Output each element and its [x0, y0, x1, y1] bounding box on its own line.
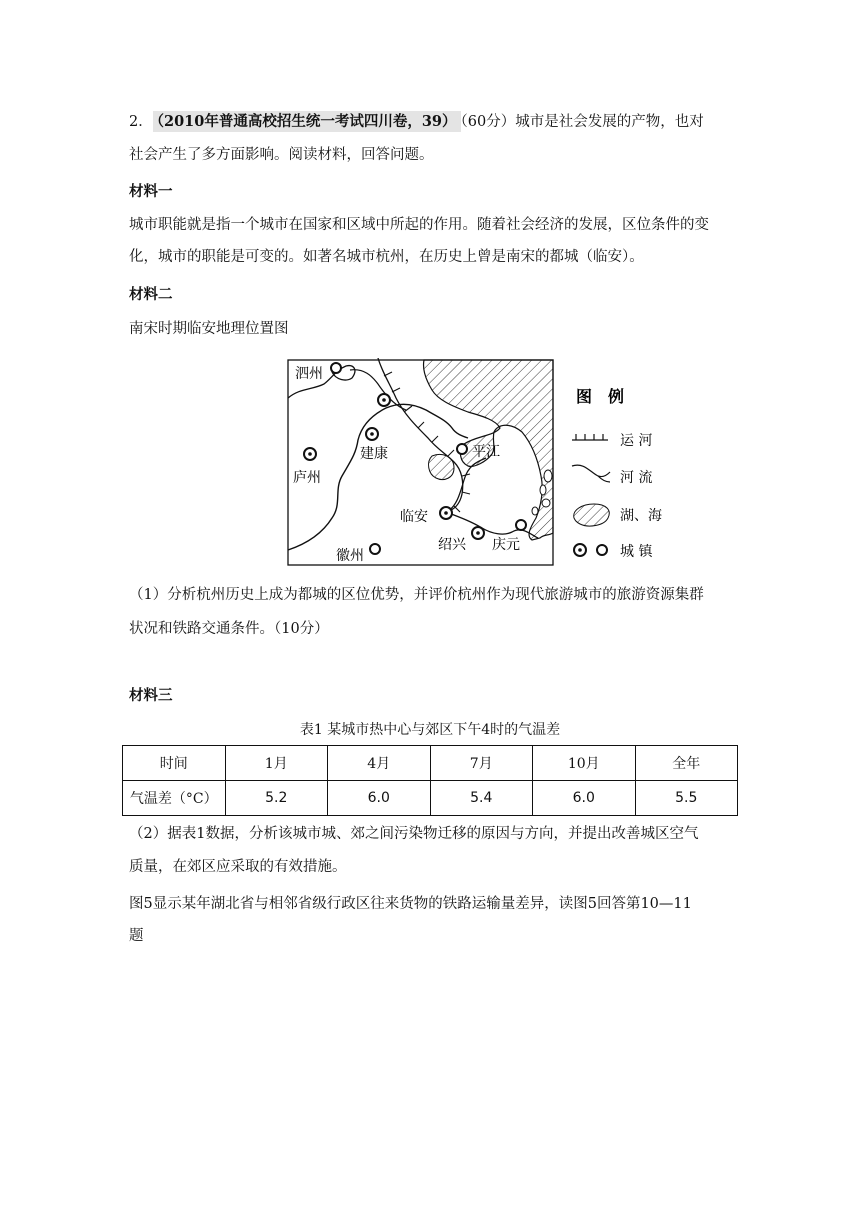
island — [540, 485, 546, 495]
island — [542, 499, 550, 507]
label-pingjiang: 平江 — [472, 444, 500, 460]
table-cell: 5.5 — [635, 781, 738, 816]
question-source-highlight: （2010年普通高校招生统一考试四川卷，39） — [153, 111, 461, 132]
table-row — [123, 781, 738, 816]
material-2-heading: 材料二 — [129, 286, 173, 303]
label-sizhou: 泗州 — [295, 366, 323, 382]
table-cell: 5.2 — [225, 781, 328, 816]
material-1-line-2: 化，城市的职能是可变的。如著名城市杭州，在历史上曾是南宋的都城（临安）。 — [129, 249, 644, 265]
figure-5-intro-line-2: 题 — [129, 928, 144, 944]
legend-title: 图 例 — [576, 387, 625, 406]
question-2-intro — [129, 107, 734, 137]
table-cell: 5.4 — [430, 781, 533, 816]
table-header-cell: 1月 — [225, 746, 328, 781]
linan-location-map — [286, 358, 688, 570]
figure-5-intro-line-1: 图5显示某年湖北省与相邻省级行政区往来货物的铁路运输量差异，读图5回答第10—11 — [129, 896, 692, 912]
legend-town-label: 城 镇 — [620, 544, 653, 560]
question-2-1-line-2: 状况和铁路交通条件。（10分） — [129, 621, 329, 637]
table-header-cell: 10月 — [533, 746, 636, 781]
label-qingyuan: 庆元 — [492, 537, 520, 553]
label-shaoxing: 绍兴 — [438, 537, 466, 553]
table-header-cell: 4月 — [328, 746, 431, 781]
legend-lake-sea-label: 湖、海 — [620, 508, 662, 524]
question-2-2-line-1: （2）据表1数据，分析该城市城、郊之间污染物迁移的原因与方向，并提出改善城区空气 — [129, 826, 699, 842]
legend-town-icon — [574, 544, 607, 556]
river-huai — [350, 370, 406, 410]
table-cell: 6.0 — [533, 781, 636, 816]
material-3-heading: 材料三 — [129, 687, 173, 704]
material-1-heading: 材料一 — [129, 183, 173, 200]
island — [532, 507, 538, 515]
label-huizhou: 徽州 — [336, 548, 364, 564]
city-huizhou-marker — [370, 544, 380, 554]
table-header-cell: 时间 — [123, 746, 226, 781]
legend-river-label: 河 流 — [620, 470, 653, 486]
question-number: 2． — [129, 114, 153, 130]
city-jiankang-marker — [366, 428, 378, 440]
label-linan: 临安 — [400, 509, 428, 525]
temperature-difference-table — [122, 745, 738, 816]
label-luzhou: 庐州 — [293, 470, 321, 486]
legend-lake-icon — [574, 504, 609, 526]
table-header-cell: 7月 — [430, 746, 533, 781]
table-header-cell: 全年 — [635, 746, 738, 781]
material-1-line-1: 城市职能就是指一个城市在国家和区域中所起的作用。随着社会经济的发展，区位条件的变 — [129, 217, 709, 233]
legend-canal-label: 运 河 — [620, 433, 653, 449]
city-qingyuan-marker — [516, 520, 526, 530]
label-jiankang: 建康 — [360, 446, 388, 462]
city-luzhou-marker — [304, 448, 316, 460]
legend-river-icon — [572, 465, 610, 482]
city-shaoxing-marker — [472, 527, 484, 539]
map-title: 南宋时期临安地理位置图 — [129, 321, 289, 337]
question-score: （60分） — [460, 114, 516, 130]
table-1-caption: 表1 某城市热中心与郊区下午4时的气温差 — [299, 722, 561, 738]
table-header-row — [123, 746, 738, 781]
question-2-2-line-2: 质量，在郊区应采取的有效措施。 — [129, 859, 347, 875]
city-linan-marker — [440, 507, 452, 519]
city-unnamed-marker — [378, 394, 390, 406]
city-pingjiang-marker — [457, 444, 467, 454]
question-2-1-line-1: （1）分析杭州历史上成为都城的区位优势，并评价杭州作为现代旅游城市的旅游资源集群 — [129, 587, 704, 603]
city-sizhou-marker — [331, 363, 341, 373]
island — [544, 470, 552, 482]
question-intro-text-b: 社会产生了多方面影响。阅读材料，回答问题。 — [129, 147, 434, 163]
table-cell: 6.0 — [328, 781, 431, 816]
table-row-label: 气温差（°C） — [123, 781, 226, 816]
legend-canal-icon — [572, 434, 608, 440]
question-intro-text-a: 城市是社会发展的产物，也对 — [515, 114, 704, 130]
